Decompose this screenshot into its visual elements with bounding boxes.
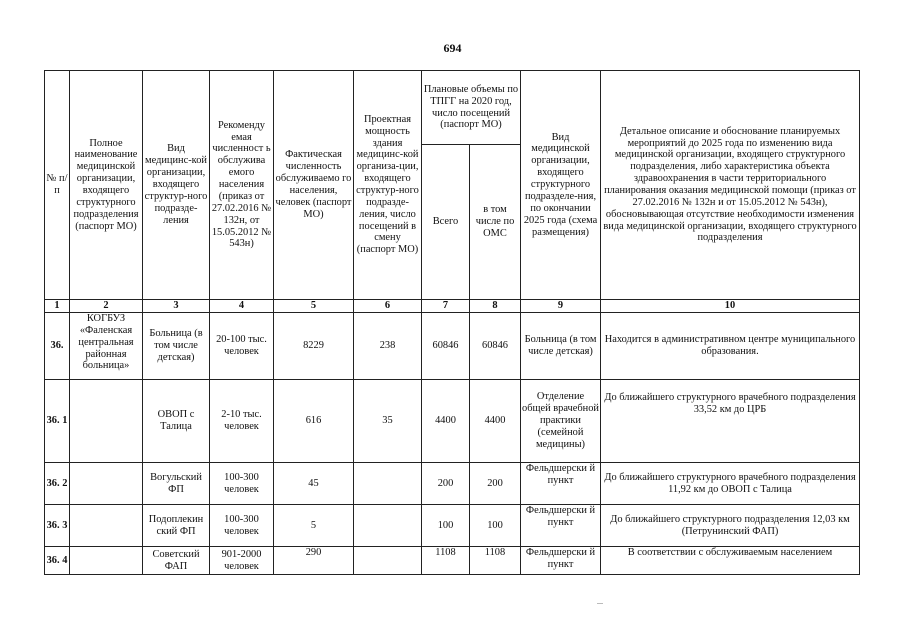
- organization-name: [70, 463, 143, 505]
- actual-population: 45: [274, 463, 354, 505]
- column-number: 2: [70, 300, 143, 313]
- facility-kind-2025: Отделение общей врачебной практики (семейной медицины): [521, 380, 601, 463]
- description: До ближайшего структурного врачебного подразделения 11,92 км до ОВОП с Талица: [601, 463, 860, 505]
- planned-total: 200: [422, 463, 470, 505]
- organization-name: [70, 380, 143, 463]
- header-col-2: Полное наименование медицинской организации, входящего структурного подразделения (паспорт МО): [70, 71, 143, 300]
- planned-total: 1108: [422, 547, 470, 575]
- table-row: [45, 380, 860, 463]
- page-number: 694: [443, 41, 462, 55]
- column-number-row: [45, 300, 860, 313]
- description: Находится в административном центре муниципального образования.: [601, 313, 860, 380]
- row-number: 36. 2: [45, 463, 70, 505]
- row-number: 36. 1: [45, 380, 70, 463]
- recommended-population: 2-10 тыс. человек: [210, 380, 274, 463]
- facility-kind-2025: Фельдшерски й пункт: [521, 505, 601, 547]
- header-col-10: Детальное описание и обоснование планируемых мероприятий до 2025 года по изменению вида медицинской организации, входящего структурного подразделения, либо характеристика объекта здравоохранения в части территориального планирования оказания медицинской помощи (приказ от 27.02.2016 № 132н и от 15.05.2012 № 543н), обосновывающая отсутствие необходимости изменения вида медицинской организации, входящего структурного подразделения: [601, 71, 860, 300]
- column-number: 9: [521, 300, 601, 313]
- column-number: 1: [45, 300, 70, 313]
- organization-name: [70, 547, 143, 575]
- column-number: 3: [143, 300, 210, 313]
- recommended-population: 100-300 человек: [210, 463, 274, 505]
- header-col-1: № п/п: [45, 71, 70, 300]
- facility-kind: Больница (в том числе детская): [143, 313, 210, 380]
- facility-kind-2025: Больница (в том числе детская): [521, 313, 601, 380]
- organization-name: КОГБУЗ «Фаленская центральная районная больница»: [70, 313, 143, 380]
- facility-kind: Советский ФАП: [143, 547, 210, 575]
- table-row: [45, 313, 860, 380]
- column-number: 6: [354, 300, 422, 313]
- header-col-4: Рекоменду емая численност ь обслужива емого населения (приказ от 27.02.2016 № 132н, от 15.05.2012 № 543н): [210, 71, 274, 300]
- recommended-population: 20-100 тыс. человек: [210, 313, 274, 380]
- scan-artifact: [597, 603, 603, 604]
- capacity: 238: [354, 313, 422, 380]
- column-number: 8: [470, 300, 521, 313]
- facility-kind-2025: Фельдшерски й пункт: [521, 547, 601, 575]
- header-row-top: [45, 71, 860, 145]
- actual-population: 5: [274, 505, 354, 547]
- description: До ближайшего структурного подразделения 12,03 км (Петрунинский ФАП): [601, 505, 860, 547]
- table-row: [45, 463, 860, 505]
- table-row: [45, 505, 860, 547]
- header-col-6: Проектная мощность здания медицинс-кой организа-ции, входящего структур-ного подразде-ления, число посещений в смену (паспорт МО): [354, 71, 422, 300]
- header-col-3: Вид медицинс-кой организации, входящего структур-ного подразде-ления: [143, 71, 210, 300]
- column-number: 7: [422, 300, 470, 313]
- facility-kind: Подоплекин ский ФП: [143, 505, 210, 547]
- column-number: 4: [210, 300, 274, 313]
- column-number: 5: [274, 300, 354, 313]
- column-number: 10: [601, 300, 860, 313]
- planned-total: 100: [422, 505, 470, 547]
- planned-oms: 4400: [470, 380, 521, 463]
- capacity: [354, 463, 422, 505]
- description: До ближайшего структурного врачебного подразделения 33,52 км до ЦРБ: [601, 380, 860, 463]
- row-number: 36. 3: [45, 505, 70, 547]
- actual-population: 8229: [274, 313, 354, 380]
- header-col-7-8-group: Плановые объемы по ТПГГ на 2020 год, число посещений (паспорт МО): [422, 71, 521, 145]
- planned-oms: 100: [470, 505, 521, 547]
- recommended-population: 901-2000 человек: [210, 547, 274, 575]
- row-number: 36. 4: [45, 547, 70, 575]
- planned-oms: 60846: [470, 313, 521, 380]
- planned-oms: 200: [470, 463, 521, 505]
- description: В соответствии с обслуживаемым населением: [601, 547, 860, 575]
- facilities-table: [44, 70, 860, 575]
- planned-total: 4400: [422, 380, 470, 463]
- table-row: [45, 547, 860, 575]
- recommended-population: 100-300 человек: [210, 505, 274, 547]
- header-col-9: Вид медицинской организации, входящего структурного подразделе-ния, по окончании 2025 года (схема размещения): [521, 71, 601, 300]
- actual-population: 616: [274, 380, 354, 463]
- facility-kind-2025: Фельдшерски й пункт: [521, 463, 601, 505]
- planned-oms: 1108: [470, 547, 521, 575]
- row-number: 36.: [45, 313, 70, 380]
- header-col-8: в том числе по ОМС: [470, 145, 521, 300]
- facility-kind: ОВОП с Талица: [143, 380, 210, 463]
- capacity: 35: [354, 380, 422, 463]
- facility-kind: Вогульский ФП: [143, 463, 210, 505]
- capacity: [354, 505, 422, 547]
- planned-total: 60846: [422, 313, 470, 380]
- header-col-7: Всего: [422, 145, 470, 300]
- capacity: [354, 547, 422, 575]
- header-col-5: Фактическая численность обслуживаемо го населения, человек (паспорт МО): [274, 71, 354, 300]
- organization-name: [70, 505, 143, 547]
- actual-population: 290: [274, 547, 354, 575]
